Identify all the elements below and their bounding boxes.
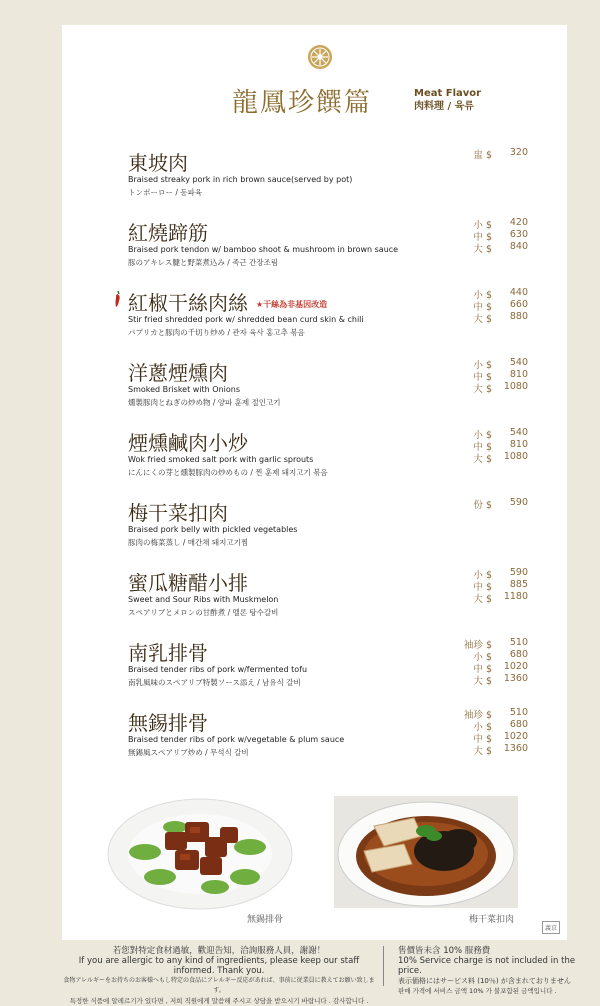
section-title: 龍鳳珍饌篇 [232,88,373,118]
menu-item [128,637,528,699]
price-row [458,229,528,241]
price-size: 大 $ [473,676,492,687]
price-size: 中 $ [473,302,492,313]
price-row [458,451,528,463]
price-row [458,381,528,393]
dish-description-ja-ko: 豚肉の梅菜蒸し / 매간채 돼지고기찜 [128,538,249,547]
price-size: 大 $ [473,746,492,757]
dish-name-text: 蜜瓜糖醋小排 [128,571,248,595]
price-value: 810 [509,369,528,380]
photo-wuxi-ribs [105,792,295,912]
dish-name [128,637,208,666]
price-value: 540 [509,357,528,368]
price-row [458,369,528,381]
dish-name [128,707,208,736]
price-row [458,497,528,509]
price-size: 小 $ [473,722,492,733]
dish-description-ja-ko: にんにくの芽と燻製豚肉の炒めもの / 찐 훈제 돼지고기 볶음 [128,468,328,477]
dish-description-en: Sweet and Sour Ribs with Muskmelon [128,595,279,604]
price-value: 680 [509,649,528,660]
dish-description-en: Braised pork tendon w/ bamboo shoot & mushroom in brown sauce [128,245,399,254]
price-size: 中 $ [473,664,492,675]
price-size: 中 $ [473,372,492,383]
tag-label: 義京 [542,921,560,934]
price-size: 小 $ [473,430,492,441]
menu-item [128,707,528,769]
dish-name [128,217,208,246]
price-list [458,217,528,253]
dish-name-text: 南乳排骨 [128,641,208,665]
price-size: 中 $ [473,232,492,243]
dish-name-text: 無錫排骨 [128,711,208,735]
menu-item [128,357,528,419]
price-value: 1360 [503,673,528,684]
price-value: 420 [509,217,528,228]
price-size: 大 $ [473,244,492,255]
dish-name-text: 梅干菜扣肉 [128,501,228,525]
allergy-notice [58,946,380,1006]
dish-name [128,357,228,386]
dish-description-en: Braised tender ribs of pork w/fermented tofu [128,665,308,674]
price-row [458,439,528,451]
price-row [458,299,528,311]
menu-item [128,287,528,349]
price-value: 1020 [503,661,528,672]
price-size: 大 $ [473,454,492,465]
price-size: 袖珍 $ [463,640,492,651]
price-value: 1080 [503,451,528,462]
dish-description-ja-ko: スペアリブとメロンの甘酢煮 / 멜론 탕수갈비 [128,608,279,617]
service-charge-notice [398,946,593,996]
price-size: 大 $ [473,314,492,325]
restaurant-logo-icon [307,44,333,70]
menu-item [128,497,528,559]
price-value: 320 [509,147,528,158]
price-row [458,661,528,673]
price-value: 660 [509,299,528,310]
service-zh: 售價皆未含 10% 服務費 [398,946,491,956]
price-list [458,287,528,323]
price-row [458,591,528,603]
price-value: 510 [509,637,528,648]
menu-item [128,567,528,629]
menu-item [128,427,528,489]
price-list [458,427,528,463]
price-value: 1080 [503,381,528,392]
price-value: 885 [509,579,528,590]
allergy-ko: 특정한 식품에 알레르기가 있다면 , 저희 직원에게 말씀해 주시고 상담을 받으시기 바랍니다 . 감사합니다 . [69,997,369,1005]
price-row [458,241,528,253]
allergy-zh: 若您對特定食材過敏，歡迎告知，洽詢服務人員，謝謝！ [112,946,326,956]
dish-description-en: Braised tender ribs of pork w/vegetable & plum sauce [128,735,345,744]
section-title-en: Meat Flavor [414,88,482,99]
price-row [458,743,528,755]
price-row [458,707,528,719]
footer-divider [383,946,384,986]
price-value: 540 [509,427,528,438]
price-size: 小 $ [473,570,492,581]
dish-description-ja-ko: パプリカと豚肉の千切り炒め / 관자 육사 홍고추 볶음 [128,328,305,337]
price-row [458,427,528,439]
dish-name [128,287,327,316]
price-size: 小 $ [473,290,492,301]
price-value: 1180 [503,591,528,602]
dish-description-ja-ko: 無錫風スペアリブ炒め / 무석식 갈비 [128,748,249,757]
price-size: 大 $ [473,384,492,395]
price-row [458,357,528,369]
price-size: 份 $ [473,500,492,511]
price-size: 大 $ [473,594,492,605]
price-row [458,311,528,323]
dish-description-en: Braised streaky pork in rich brown sauce(served by pot) [128,175,353,184]
price-size: 小 $ [473,652,492,663]
dish-name-text: 紅燒蹄筋 [128,221,208,245]
menu-item [128,217,528,279]
price-value: 1360 [503,743,528,754]
price-row [458,567,528,579]
price-value: 440 [509,287,528,298]
photo-caption-1: 無錫排骨 [247,915,284,925]
price-row [458,217,528,229]
price-list [458,147,528,159]
section-subtitle [414,87,481,113]
dish-name [128,567,248,596]
price-value: 1020 [503,731,528,742]
allergy-en: If you are allergic to any kind of ingredients, please keep our staff informed. Thank you. [78,956,360,976]
price-row [458,637,528,649]
service-ja: 表示価格にはサービス料 (10％) が含まれておりません [398,977,571,985]
price-size: 小 $ [473,360,492,371]
dish-description-en: Stir fried shredded pork w/ shredded bean curd skin & chili [128,315,364,324]
price-size: 中 $ [473,734,492,745]
section-title-sub: 肉料理 / 육류 [414,101,474,112]
chili-icon [113,290,123,308]
dish-name [128,147,188,176]
price-size: 中 $ [473,582,492,593]
dish-name [128,497,228,526]
dish-description-en: Braised pork belly with pickled vegetables [128,525,298,534]
price-size: 中 $ [473,442,492,453]
dish-description-ja-ko: 燻製豚肉とねぎの炒め物 / 양파 훈제 절인고기 [128,398,281,407]
price-size: 盅 $ [473,150,492,161]
dish-description-en: Smoked Brisket with Onions [128,385,241,394]
price-list [458,357,528,393]
price-row [458,579,528,591]
price-row [458,731,528,743]
service-en: 10% Service charge is not included in the price. [398,956,576,976]
price-value: 510 [509,707,528,718]
price-list [458,497,528,509]
dish-description-ja-ko: 豚のアキレス腱と野菜煮込み / 족근 간장조림 [128,258,279,267]
price-list [458,707,528,755]
service-ko: 판매 가격에 서비스 금액 10% 가 불포함된 금액입니다 . [398,987,557,995]
price-value: 590 [509,567,528,578]
dish-name-text: 東坡肉 [128,151,188,175]
price-value: 590 [509,497,528,508]
price-size: 袖珍 $ [463,710,492,721]
menu-item [128,147,528,209]
price-row [458,287,528,299]
price-value: 880 [509,311,528,322]
price-row [458,147,528,159]
price-value: 680 [509,719,528,730]
allergy-ja: 食物アレルギーをお持ちのお客様へもし特定の食品にアレルギー反応があれば、事前に従業員に教えてお願い致します。 [63,977,375,994]
dish-name [128,427,248,456]
dish-description-en: Wok fried smoked salt pork with garlic sprouts [128,455,314,464]
dish-name-text: 洋蔥煙燻肉 [128,361,228,385]
dish-name-text: 煙燻鹹肉小炒 [128,431,248,455]
dish-description-ja-ko: 南乳風味のスペアリブ特製ソース添え / 남유식 갈비 [128,678,301,687]
price-list [458,567,528,603]
price-list [458,637,528,685]
price-row [458,673,528,685]
dish-name-text: 紅椒干絲肉絲 [128,291,248,315]
price-value: 840 [509,241,528,252]
photo-pork-belly [334,796,518,908]
price-value: 630 [509,229,528,240]
dish-note: ★干絲為非基因改造 [256,300,328,309]
dish-description-ja-ko: トンポーロー / 동파육 [128,188,203,197]
photo-caption-2: 梅干菜扣肉 [469,915,515,925]
price-size: 小 $ [473,220,492,231]
price-value: 810 [509,439,528,450]
